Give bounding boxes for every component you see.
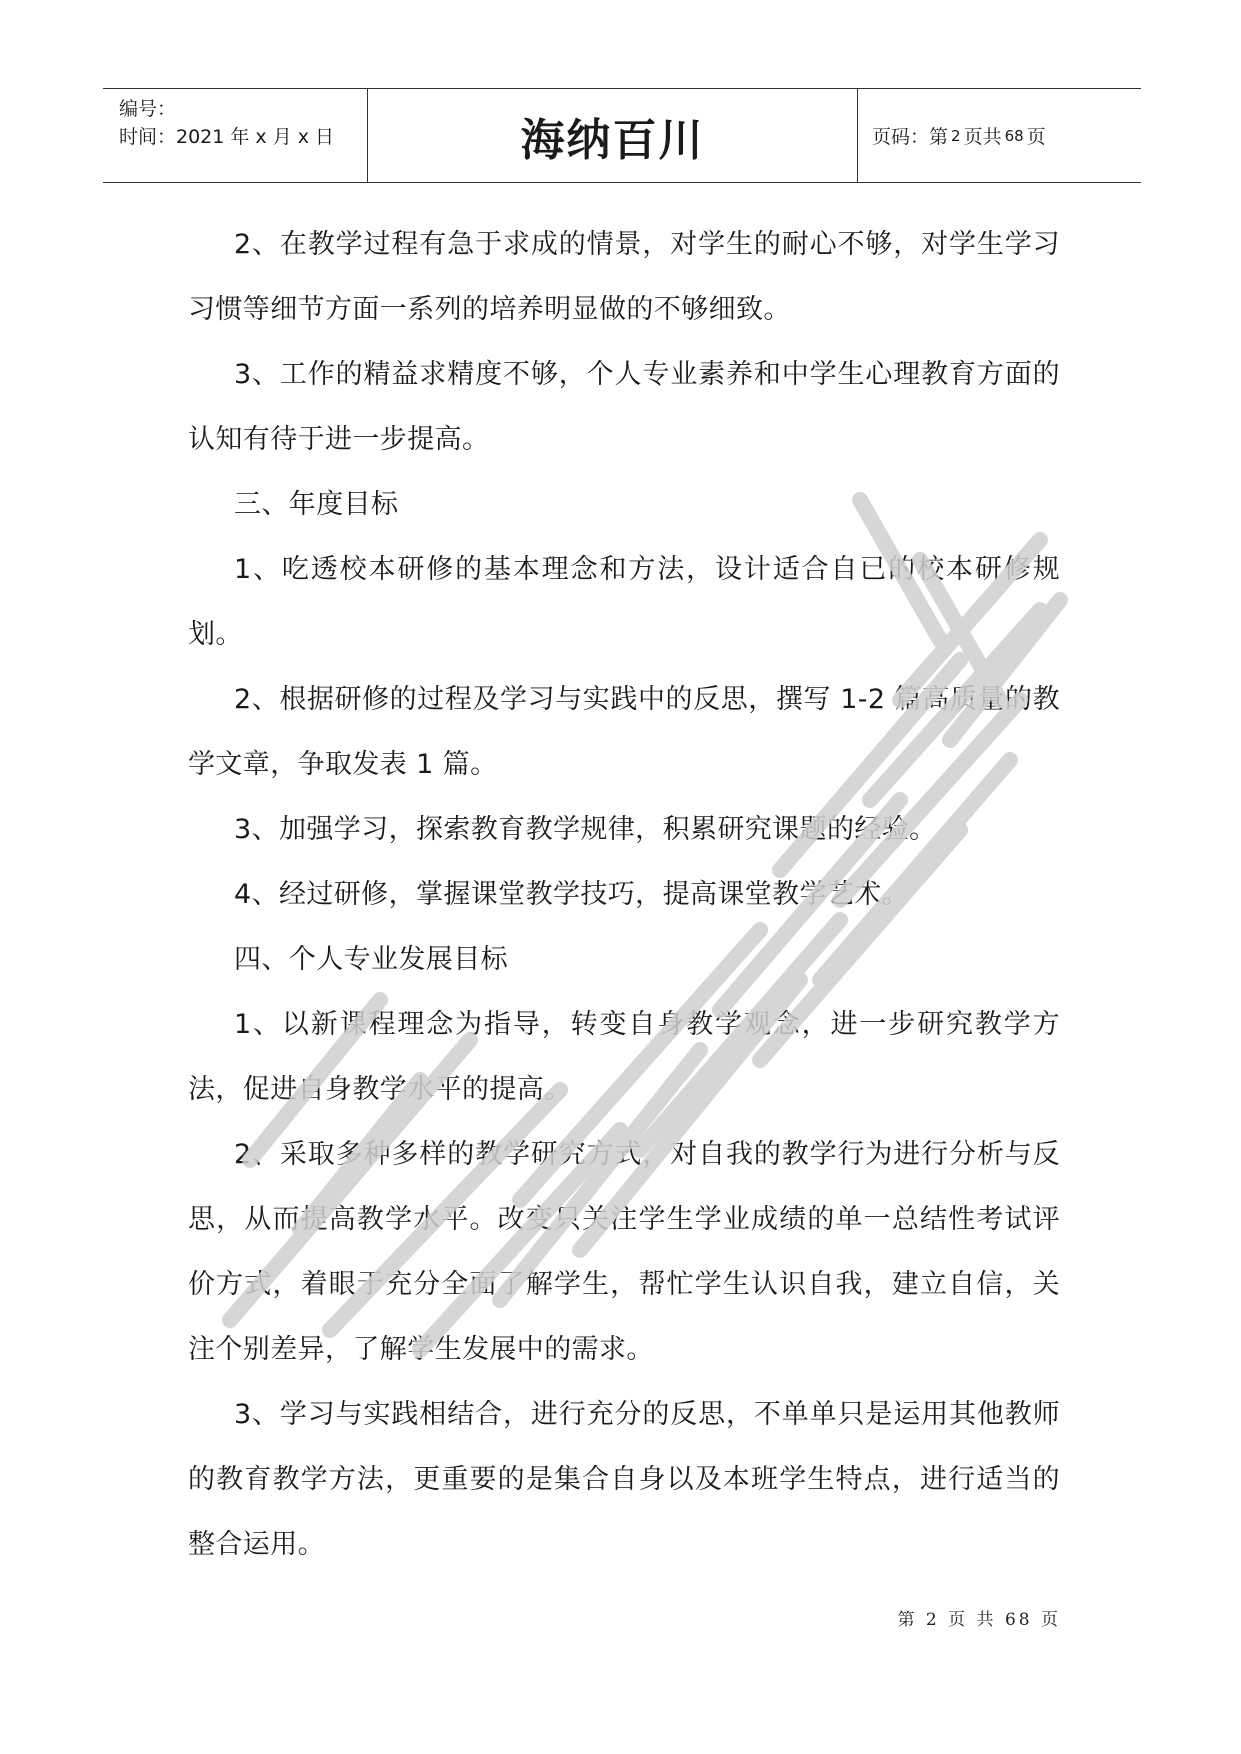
- header-brand-cell: [368, 89, 858, 182]
- header-info-cell: [103, 89, 368, 182]
- paragraph: 4、经过研修，掌握课堂教学技巧，提高课堂教学艺术。: [234, 879, 910, 910]
- section-heading: 四、个人专业发展目标: [234, 944, 508, 975]
- document-time-label: 时间：2021 年 x 月 x 日: [119, 126, 335, 148]
- paragraph: 3、加强学习，探索教育教学规律，积累研究课题的经验。: [234, 814, 937, 845]
- paragraph: 1、以新课程理念为指导，转变自身教学观念，进一步研究教学方法，促进自身教学水平的提高。: [188, 1009, 1060, 1105]
- page-label-prefix: 页码：第: [872, 126, 949, 148]
- paragraph: 2、根据研修的过程及学习与实践中的反思，撰写 1-2 篇高质量的教学文章，争取发表 1 篇。: [188, 684, 1060, 780]
- paragraph: 3、学习与实践相结合，进行充分的反思，不单单只是运用其他教师的教育教学方法，更重要的是集合自身以及本班学生特点，进行适当的整合运用。: [188, 1399, 1060, 1560]
- page-footer: 第 2 页 共 68 页: [897, 1610, 1061, 1630]
- header-page-cell: [858, 89, 1141, 182]
- document-number-label: 编号：: [119, 98, 177, 120]
- section-heading: 三、年度目标: [234, 489, 399, 520]
- page-label-mid: 页共: [963, 126, 1002, 148]
- page-label-suffix: 页: [1026, 126, 1046, 148]
- page-number: 2: [951, 126, 961, 145]
- paragraph: 3、工作的精益求精度不够，个人专业素养和中学生心理教育方面的认知有待于进一步提高。: [188, 359, 1060, 455]
- page-header: [103, 88, 1141, 183]
- paragraph: 1、吃透校本研修的基本理念和方法，设计适合自已的校本研修规划。: [188, 554, 1060, 650]
- page-total: 68: [1004, 126, 1024, 145]
- document-body: [188, 212, 1060, 1577]
- paragraph: 2、采取多种多样的教学研究方式，对自我的教学行为进行分析与反思，从而提高教学水平。改变只关注学生学业成绩的单一总结性考试评价方式，着眼于充分全面了解学生，帮忙学生认识自我，建立自信，关注个别差异，了解学生发展中的需求。: [188, 1139, 1060, 1365]
- brand-title: 海纳百川: [520, 114, 705, 166]
- paragraph: 2、在教学过程有急于求成的情景，对学生的耐心不够，对学生学习习惯等细节方面一系列的培养明显做的不够细致。: [188, 229, 1060, 325]
